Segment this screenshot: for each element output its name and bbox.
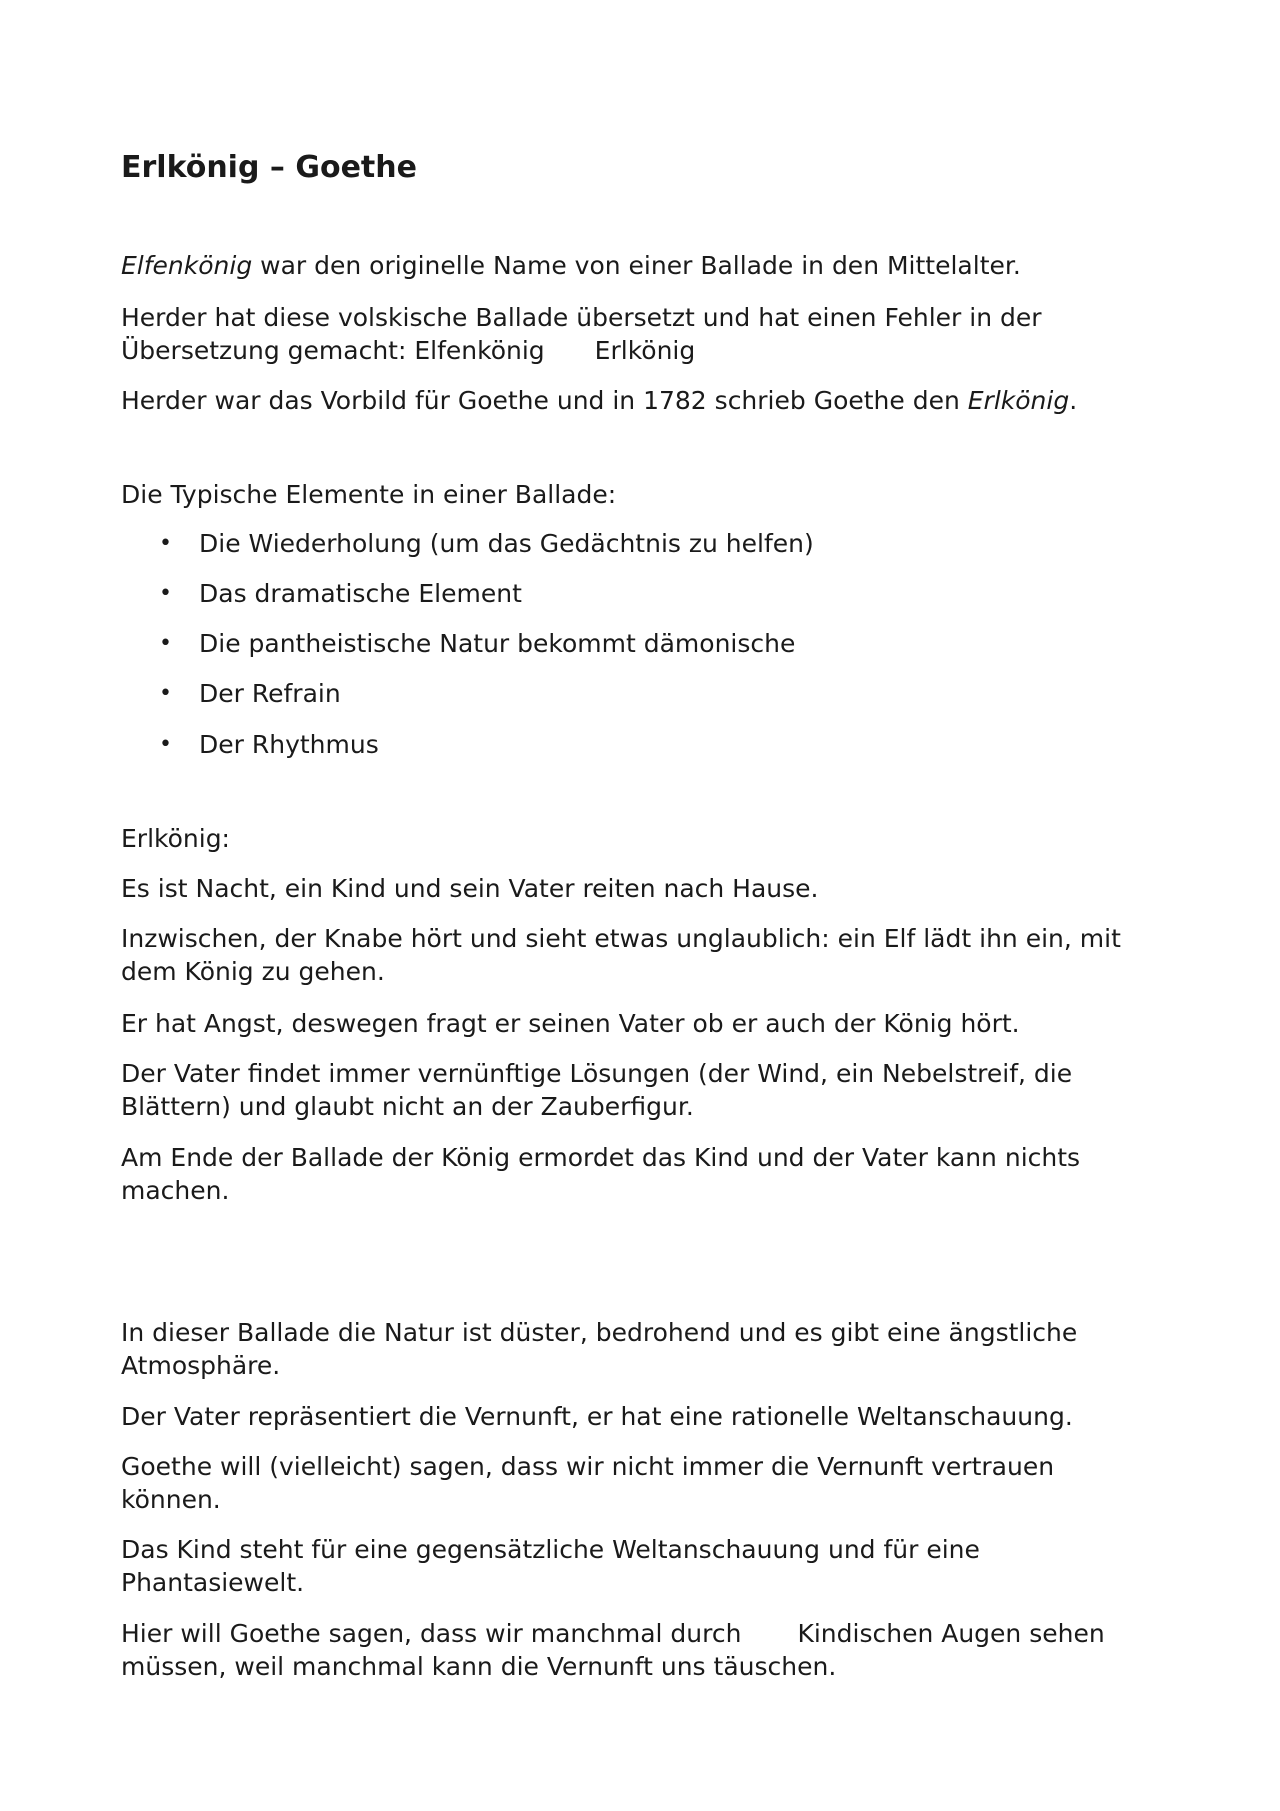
- analysis-paragraph-5-line-2: müssen, weil manchmal kann die Vernunft uns täuschen.: [121, 1652, 837, 1681]
- analysis-paragraph-1-line-2: Atmosphäre.: [121, 1351, 281, 1380]
- summary-sentence-5-line-2: machen.: [121, 1176, 230, 1205]
- analysis-paragraph-3: [121, 1450, 1181, 1516]
- intro-paragraph-2: [121, 301, 1181, 367]
- analysis-paragraph-4: [121, 1533, 1181, 1599]
- list-item-text: Der Rhythmus: [199, 730, 379, 759]
- intro-paragraph-3-end: .: [1069, 386, 1078, 415]
- intro-paragraph-2-line-2b: Erlkönig: [594, 336, 696, 365]
- bullet-icon: •: [159, 581, 172, 606]
- list-item-text: Die Wiederholung (um das Gedächtnis zu helfen): [199, 529, 814, 558]
- list-item-text: Die pantheistische Natur bekommt dämonische: [199, 629, 796, 658]
- summary-sentence-2-line-1: Inzwischen, der Knabe hört und sieht etwas unglaublich: ein Elf lädt ihn ein, mit: [121, 924, 1121, 953]
- page-title: Erlkönig – Goethe: [121, 150, 417, 185]
- analysis-paragraph-5-line-1b: Kindischen Augen sehen: [797, 1619, 1105, 1648]
- elements-heading: Die Typische Elemente in einer Ballade:: [121, 480, 617, 509]
- analysis-paragraph-3-line-2: können.: [121, 1485, 221, 1514]
- summary-sentence-2: [121, 922, 1181, 988]
- analysis-paragraph-5: [121, 1617, 1181, 1683]
- summary-sentence-4: [121, 1057, 1181, 1123]
- summary-sentence-1: Es ist Nacht, ein Kind und sein Vater reiten nach Hause.: [121, 874, 819, 903]
- intro-paragraph-3-text: Herder war das Vorbild für Goethe und in 1782 schrieb Goethe den: [121, 386, 968, 415]
- bullet-icon: •: [159, 631, 172, 656]
- summary-heading: Erlkönig:: [121, 824, 230, 853]
- intro-paragraph-3-italic: Erlkönig: [967, 386, 1070, 415]
- summary-sentence-4-line-1: Der Vater findet immer vernünftige Lösungen (der Wind, ein Nebelstreif, die: [121, 1059, 1073, 1088]
- summary-sentence-2-line-2: dem König zu gehen.: [121, 957, 385, 986]
- analysis-paragraph-5-line-1a: Hier will Goethe sagen, dass wir manchmal durch: [121, 1619, 742, 1648]
- analysis-paragraph-2: Der Vater repräsentiert die Vernunft, er hat eine rationelle Weltanschauung.: [121, 1402, 1073, 1431]
- analysis-paragraph-1: [121, 1316, 1181, 1382]
- analysis-paragraph-4-line-2: Phantasiewelt.: [121, 1568, 305, 1597]
- analysis-paragraph-1-line-1: In dieser Ballade die Natur ist düster, bedrohend und es gibt eine ängstliche: [121, 1318, 1078, 1347]
- list-item-text: Der Refrain: [199, 679, 341, 708]
- bullet-icon: •: [159, 732, 172, 757]
- intro-paragraph-1-text: war den originelle Name von einer Ballade in den Mittelalter.: [252, 251, 1021, 280]
- bullet-icon: •: [159, 681, 172, 706]
- bullet-icon: •: [159, 531, 172, 556]
- analysis-paragraph-4-line-1: Das Kind steht für eine gegensätzliche Weltanschauung und für eine: [121, 1535, 980, 1564]
- summary-sentence-5: [121, 1141, 1181, 1207]
- intro-paragraph-2-line-1: Herder hat diese volskische Ballade übersetzt und hat einen Fehler in der: [121, 303, 1042, 332]
- intro-paragraph-3: [121, 384, 1181, 417]
- summary-sentence-4-line-2: Blättern) und glaubt nicht an der Zauberfigur.: [121, 1092, 694, 1121]
- analysis-paragraph-3-line-1: Goethe will (vielleicht) sagen, dass wir nicht immer die Vernunft vertrauen: [121, 1452, 1055, 1481]
- intro-paragraph-2-line-2a: Übersetzung gemacht: Elfenkönig: [121, 336, 545, 365]
- intro-paragraph-1: [121, 249, 1181, 282]
- summary-sentence-3: Er hat Angst, deswegen fragt er seinen Vater ob er auch der König hört.: [121, 1009, 1020, 1038]
- summary-sentence-5-line-1: Am Ende der Ballade der König ermordet das Kind und der Vater kann nichts: [121, 1143, 1081, 1172]
- list-item-text: Das dramatische Element: [199, 579, 522, 608]
- intro-italic-term: Elfenkönig: [121, 251, 253, 280]
